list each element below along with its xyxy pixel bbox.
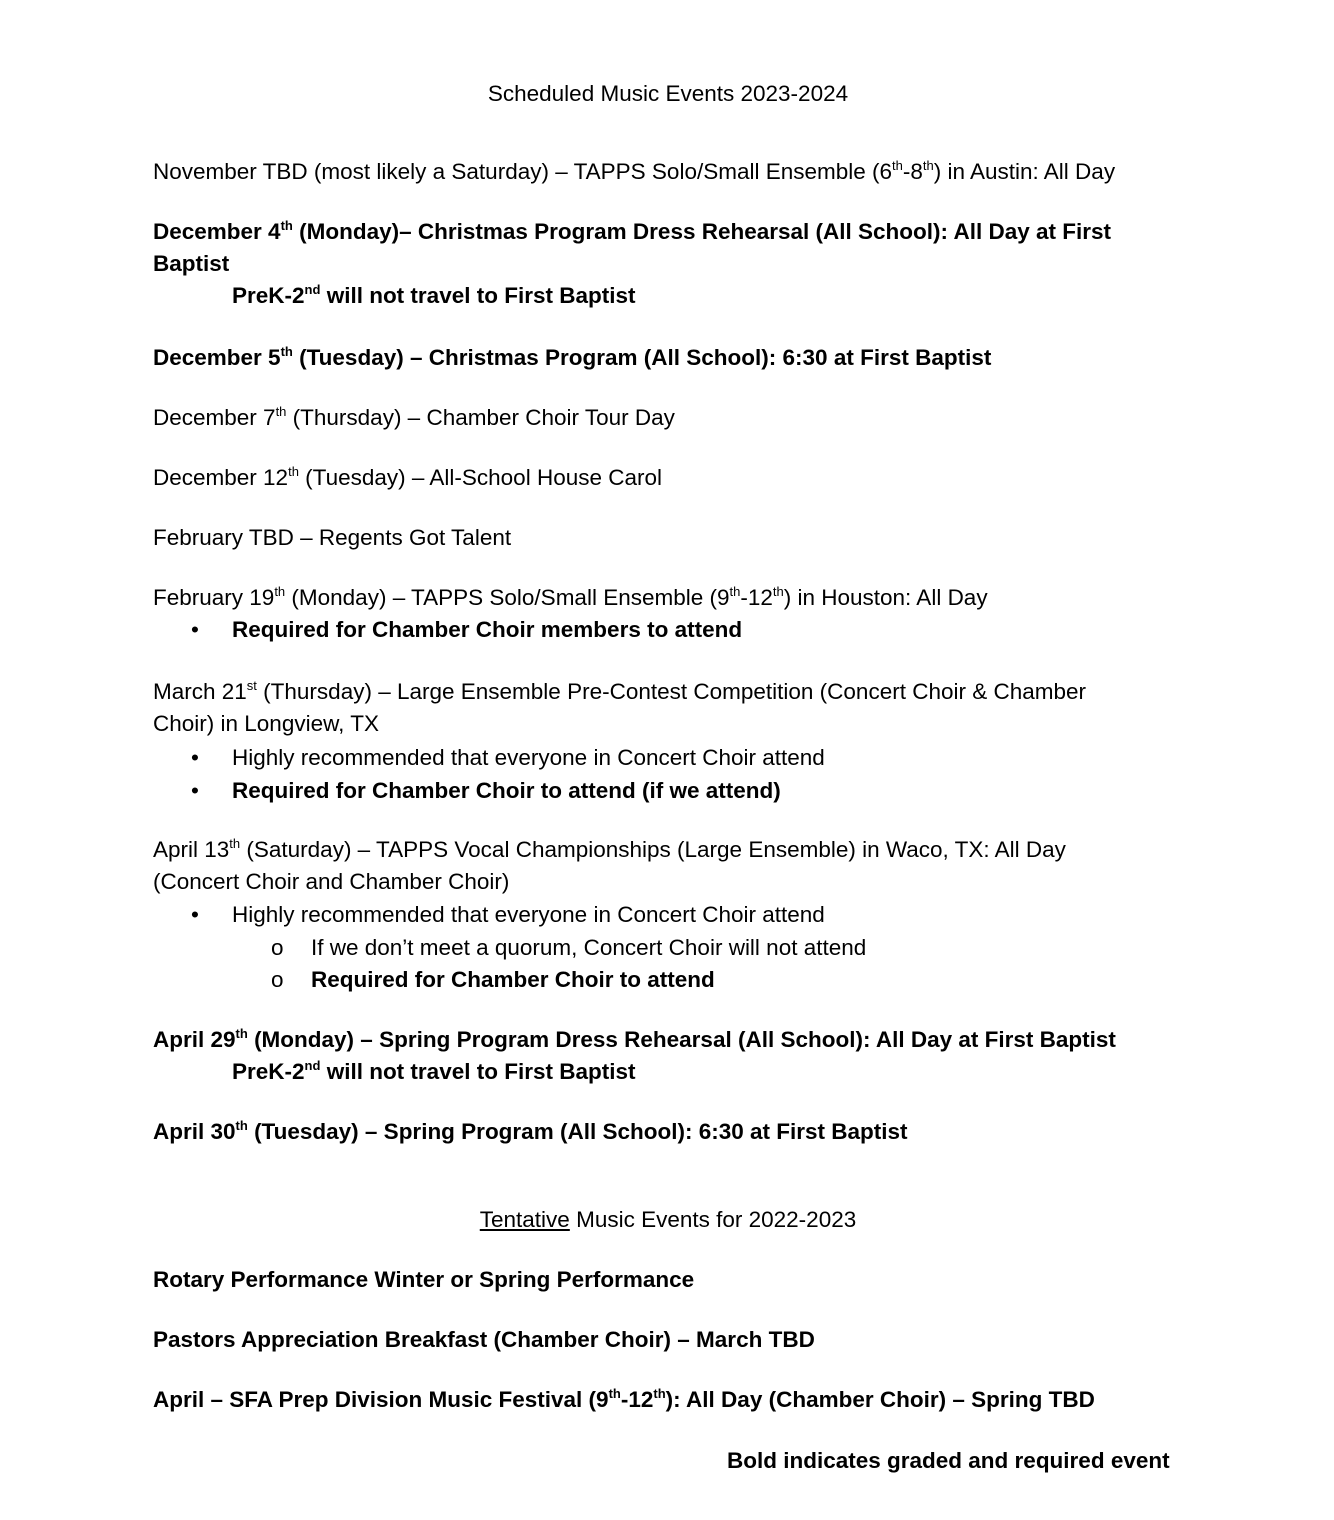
event-november-tbd: November TBD (most likely a Saturday) – TAPPS Solo/Small Ensemble (6th-8th) in Austin: All Day xyxy=(153,158,1116,184)
bullet-item: • Highly recommended that everyone in Concert Choir attend xyxy=(153,742,1183,774)
tentative-heading: Tentative Music Events for 2022-2023 xyxy=(479,1207,857,1232)
event-december-12: December 12th (Tuesday) – All-School House Carol xyxy=(153,464,662,490)
event-december-7: December 7th (Thursday) – Chamber Choir Tour Day xyxy=(153,404,675,430)
legend-note: Bold indicates graded and required event xyxy=(727,1448,1170,1473)
event-december-5: December 5th (Tuesday) – Christmas Program (All School): 6:30 at First Baptist xyxy=(153,344,992,370)
event-april-30: April 30th (Tuesday) – Spring Program (All School): 6:30 at First Baptist xyxy=(153,1118,908,1144)
event-note: PreK-2nd will not travel to First Baptist xyxy=(232,282,636,308)
event-december-4: December 4th (Monday)– Christmas Program Dress Rehearsal (All School): All Day at First Baptist PreK-2nd will not travel to First Baptist xyxy=(153,216,1183,312)
event-note: PreK-2nd will not travel to First Baptist xyxy=(232,1058,636,1084)
event-march-21: March 21st (Thursday) – Large Ensemble Pre-Contest Competition (Concert Choir & Chamber Choir) in Longview, TX • Highly recommended that everyone in Concert Choir attend • Required for Chamber Choir to attend (if we attend) xyxy=(153,676,1183,807)
event-april-29: April 29th (Monday) – Spring Program Dress Rehearsal (All School): All Day at First Baptist PreK-2nd will not travel to First Baptist xyxy=(153,1024,1183,1088)
bullet-item: • Required for Chamber Choir to attend (if we attend) xyxy=(153,775,1183,807)
tentative-pastors: Pastors Appreciation Breakfast (Chamber Choir) – March TBD xyxy=(153,1327,815,1352)
event-april-13: April 13th (Saturday) – TAPPS Vocal Championships (Large Ensemble) in Waco, TX: All Day (Concert Choir and Chamber Choir) • Highly recommended that everyone in Concert Choir attend o If we don’t meet a quorum, Concert Choir will not attend o Required for Chamber Choir to attend xyxy=(153,834,1183,996)
event-february-tbd: February TBD – Regents Got Talent xyxy=(153,525,512,550)
sub-bullet-item: o Required for Chamber Choir to attend xyxy=(153,964,1183,996)
page-title: Scheduled Music Events 2023-2024 xyxy=(487,81,849,106)
event-february-19: February 19th (Monday) – TAPPS Solo/Small Ensemble (9th-12th) in Houston: All Day • Required for Chamber Choir members to attend xyxy=(153,582,1183,646)
bullet-item: • Highly recommended that everyone in Concert Choir attend xyxy=(153,899,1183,931)
bullet-item: • Required for Chamber Choir members to attend xyxy=(153,614,1183,646)
sub-bullet-item: o If we don’t meet a quorum, Concert Choir will not attend xyxy=(153,932,1183,964)
tentative-sfa: April – SFA Prep Division Music Festival (9th-12th): All Day (Chamber Choir) – Spring TBD xyxy=(153,1386,1095,1412)
tentative-rotary: Rotary Performance Winter or Spring Performance xyxy=(153,1267,695,1292)
